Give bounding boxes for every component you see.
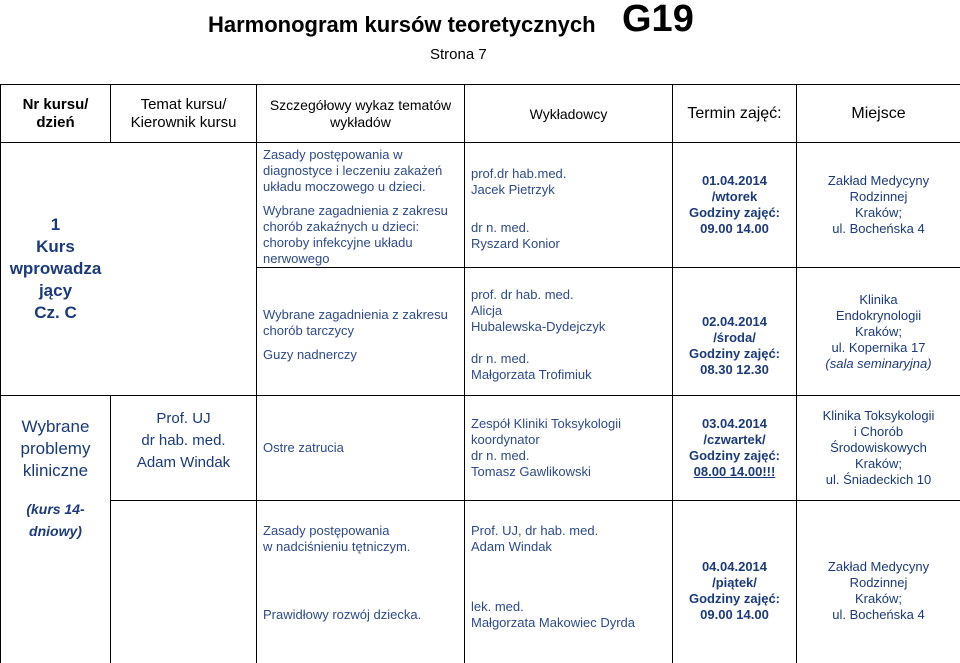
document-title: Harmonogram kursów teoretycznych: [208, 12, 596, 37]
table-row: [1, 501, 960, 663]
course2-session2-topics: Zasady postępowania w nadciśnieniu tętniczym. Prawidłowy rozwój dziecka.: [257, 501, 465, 663]
course2-head-cell: Prof. UJ dr hab. med. Adam Windak: [111, 396, 257, 501]
schedule-table: [0, 84, 960, 663]
course2-session2-lecturers: Prof. UJ, dr hab. med. Adam Windak lek. med. Małgorzata Makowiec Dyrda: [465, 501, 673, 663]
header-row: [1, 85, 960, 143]
course1-number-cell: 1 Kurs wprowadza jący Cz. C: [1, 143, 257, 396]
course1-session2-lecturers: prof. dr hab. med. Alicja Hubalewska-Dydejczyk dr n. med. Małgorzata Trofimiuk: [465, 268, 673, 396]
course1-session2-term: 02.04.2014 /środa/ Godziny zajęć: 08.30 12.30: [673, 268, 797, 396]
course1-session2-place: Klinika Endokrynologii Kraków; ul. Kopernika 17 (sala seminaryjna): [797, 268, 960, 396]
col-header-nr: Nr kursu/ dzień: [1, 85, 111, 143]
course1-session1-lecturers: prof.dr hab.med. Jacek Pietrzyk dr n. med. Ryszard Konior: [465, 143, 673, 268]
course1-session1-topics: Zasady postępowania w diagnostyce i leczeniu zakażeń układu moczowego u dzieci. Wybrane zagadnienia z zakresu chorób zakaźnych u dzieci: choroby infekcyjne układu nerwowego: [257, 143, 465, 268]
col-header-wykladowcy: Wykładowcy: [465, 85, 673, 143]
table-row: [1, 143, 960, 268]
document-header: [0, 0, 960, 72]
course2-session2-term: 04.04.2014 /piątek/ Godziny zajęć: 09.00 14.00: [673, 501, 797, 663]
course1-session1-term: 01.04.2014 /wtorek Godziny zajęć: 09.00 14.00: [673, 143, 797, 268]
course2-session1-lecturers: Zespół Kliniki Toksykologii koordynator dr n. med. Tomasz Gawlikowski: [465, 396, 673, 501]
course2-session2-place: Zakład Medycyny Rodzinnej Kraków; ul. Bocheńska 4: [797, 501, 960, 663]
col-header-miejsce: Miejsce: [797, 85, 960, 143]
page-number: Strona 7: [430, 46, 487, 63]
course2-session1-term: 03.04.2014 /czwartek/ Godziny zajęć: 08.00 14.00!!!: [673, 396, 797, 501]
course2-session1-topics: Ostre zatrucia: [257, 396, 465, 501]
course2-session1-place: Klinika Toksykologii i Chorób Środowiskowych Kraków; ul. Śniadeckich 10: [797, 396, 960, 501]
course1-session2-topics: Wybrane zagadnienia z zakresu chorób tarczycy Guzy nadnerczy: [257, 268, 465, 396]
course2-name-cell: Wybrane problemy kliniczne (kurs 14- dniowy): [1, 396, 111, 663]
course1-session1-place: Zakład Medycyny Rodzinnej Kraków; ul. Bocheńska 4: [797, 143, 960, 268]
document-code: G19: [622, 0, 694, 40]
col-header-szczegolowy: Szczegółowy wykaz tematów wykładów: [257, 85, 465, 143]
col-header-termin: Termin zajęć:: [673, 85, 797, 143]
col-header-temat: Temat kursu/ Kierownik kursu: [111, 85, 257, 143]
table-row: [1, 396, 960, 501]
course2-head-cell-empty: [111, 501, 257, 663]
